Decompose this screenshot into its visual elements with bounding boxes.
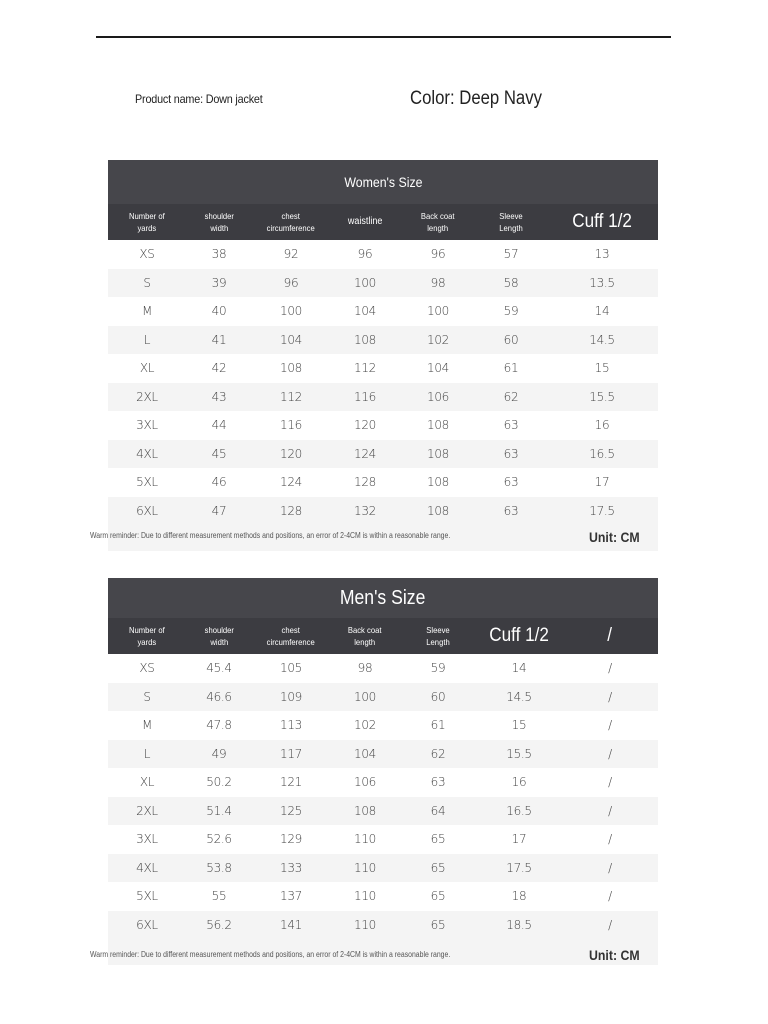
women-table-cell: 132 <box>353 503 376 518</box>
men-table-cell: 49 <box>211 746 227 761</box>
women-table-cell: 17.5 <box>589 503 615 518</box>
men-table-cell: 63 <box>430 775 446 790</box>
men-table-cell: 110 <box>353 860 376 875</box>
men-table-cell: 65 <box>430 917 446 932</box>
women-table-cell: 124 <box>279 475 302 490</box>
men-table-cell: 18 <box>511 889 527 904</box>
men-table-cell: XS <box>139 661 155 676</box>
women-table-cell: 63 <box>503 475 519 490</box>
men-table-cell: 15.5 <box>506 746 532 761</box>
men-unit-label: Unit: CM <box>589 947 640 963</box>
women-table-cell: 42 <box>211 361 227 376</box>
women-table-cell: 108 <box>279 361 302 376</box>
men-table-cell: / <box>608 661 612 676</box>
men-table-body <box>108 654 658 939</box>
men-table-cell: 60 <box>430 689 446 704</box>
women-table-title: Women's Size <box>108 160 658 204</box>
men-table-cell: 64 <box>430 803 446 818</box>
women-column-header: Cuff 1/2 <box>572 211 632 232</box>
women-table-row <box>108 326 658 355</box>
men-table-cell: 6XL <box>136 917 158 932</box>
men-table-cell: 102 <box>353 718 376 733</box>
women-column-header: shoulder width <box>204 211 234 233</box>
women-table-cell: S <box>143 275 151 290</box>
women-table-cell: 104 <box>426 361 449 376</box>
men-table-cell: 141 <box>279 917 302 932</box>
men-table-cell: 104 <box>353 746 376 761</box>
men-table-cell: M <box>141 718 153 733</box>
women-table-row <box>108 411 658 440</box>
women-table-cell: 108 <box>426 418 449 433</box>
men-table-cell: / <box>608 775 612 790</box>
men-table-row <box>108 740 658 769</box>
men-table-row <box>108 768 658 797</box>
women-table-cell: 96 <box>357 247 373 262</box>
men-table-cell: 109 <box>279 689 302 704</box>
women-table-cell: XS <box>139 247 155 262</box>
men-table-cell: / <box>608 889 612 904</box>
men-table-cell: 61 <box>430 718 446 733</box>
women-table-cell: 6XL <box>136 503 158 518</box>
women-table-cell: M <box>141 304 153 319</box>
men-column-header: Sleeve Length <box>426 625 450 647</box>
women-table-cell: 60 <box>503 332 519 347</box>
women-table-cell: 59 <box>503 304 519 319</box>
women-table-cell: 2XL <box>136 389 158 404</box>
women-table-cell: 14.5 <box>589 332 615 347</box>
men-table-cell: 110 <box>353 832 376 847</box>
men-table-cell: 110 <box>353 917 376 932</box>
women-table-cell: 41 <box>211 332 227 347</box>
men-table-cell: / <box>608 860 612 875</box>
women-table-row <box>108 497 658 526</box>
men-size-table <box>108 578 658 965</box>
women-table-cell: 120 <box>279 446 302 461</box>
women-table-row <box>108 240 658 269</box>
women-table-cell: 63 <box>503 446 519 461</box>
men-table-cell: 47.8 <box>206 718 232 733</box>
women-table-cell: 16 <box>594 418 610 433</box>
women-table-cell: 112 <box>279 389 302 404</box>
women-table-cell: 57 <box>503 247 519 262</box>
women-table-cell: 15.5 <box>589 389 615 404</box>
men-table-cell: L <box>143 746 151 761</box>
men-column-header: Back coat length <box>348 625 382 647</box>
women-table-header <box>108 204 658 240</box>
men-table-cell: 15 <box>511 718 527 733</box>
men-table-cell: 45.4 <box>206 661 232 676</box>
women-column-header: Back coat length <box>421 211 455 233</box>
women-column-header: Sleeve Length <box>499 211 523 233</box>
men-table-row <box>108 797 658 826</box>
women-table-cell: 100 <box>279 304 302 319</box>
men-table-cell: 129 <box>279 832 302 847</box>
men-table-cell: 121 <box>279 775 302 790</box>
men-table-cell: 125 <box>279 803 302 818</box>
women-table-cell: 3XL <box>136 418 158 433</box>
women-table-cell: 46 <box>211 475 227 490</box>
men-table-cell: 65 <box>430 860 446 875</box>
women-table-cell: 108 <box>353 332 376 347</box>
women-table-row <box>108 354 658 383</box>
men-table-cell: 98 <box>357 661 373 676</box>
men-column-header: / <box>607 625 613 646</box>
men-table-cell: 100 <box>353 689 376 704</box>
women-table-cell: 112 <box>353 361 376 376</box>
women-table-cell: 128 <box>353 475 376 490</box>
men-table-cell: / <box>608 689 612 704</box>
women-table-cell: 45 <box>211 446 227 461</box>
men-table-cell: 46.6 <box>206 689 232 704</box>
men-table-cell: 108 <box>353 803 376 818</box>
men-column-header: Cuff 1/2 <box>489 625 549 646</box>
women-table-cell: 63 <box>503 503 519 518</box>
men-table-row <box>108 825 658 854</box>
men-table-cell: 53.8 <box>206 860 232 875</box>
men-table-cell: 50.2 <box>206 775 232 790</box>
men-table-cell: 5XL <box>136 889 158 904</box>
women-table-row <box>108 468 658 497</box>
men-table-cell: 16.5 <box>506 803 532 818</box>
men-table-cell: 3XL <box>136 832 158 847</box>
women-table-row <box>108 383 658 412</box>
women-table-cell: 106 <box>426 389 449 404</box>
product-name: Product name: Down jacket <box>135 92 263 106</box>
women-table-row <box>108 269 658 298</box>
men-table-cell: 106 <box>353 775 376 790</box>
women-table-cell: 63 <box>503 418 519 433</box>
men-table-cell: / <box>608 746 612 761</box>
men-table-cell: 17 <box>511 832 527 847</box>
women-column-header: Number of yards <box>129 211 165 233</box>
women-table-cell: 104 <box>353 304 376 319</box>
men-table-cell: / <box>608 917 612 932</box>
women-table-cell: L <box>143 332 151 347</box>
product-color: Color: Deep Navy <box>410 88 542 109</box>
women-table-cell: 39 <box>211 275 227 290</box>
women-table-cell: 15 <box>594 361 610 376</box>
women-table-cell: 47 <box>211 503 227 518</box>
top-divider <box>96 36 671 38</box>
women-column-header: chest circumference <box>266 211 316 233</box>
men-table-cell: 14.5 <box>506 689 532 704</box>
men-column-header: shoulder width <box>204 625 234 647</box>
men-column-header: chest circumference <box>266 625 316 647</box>
women-table-cell: 108 <box>426 475 449 490</box>
women-table-cell: 100 <box>426 304 449 319</box>
men-table-cell: 51.4 <box>206 803 232 818</box>
women-table-cell: 5XL <box>136 475 158 490</box>
men-table-row <box>108 882 658 911</box>
women-table-cell: 108 <box>426 446 449 461</box>
women-table-cell: 58 <box>503 275 519 290</box>
men-table-cell: 52.6 <box>206 832 232 847</box>
women-table-cell: 13 <box>594 247 610 262</box>
women-table-cell: 40 <box>211 304 227 319</box>
women-table-row <box>108 297 658 326</box>
women-unit-label: Unit: CM <box>589 529 640 545</box>
men-table-cell: 17.5 <box>506 860 532 875</box>
women-size-table <box>108 160 658 551</box>
women-table-cell: XL <box>139 361 155 376</box>
women-table-cell: 116 <box>279 418 302 433</box>
women-table-cell: 102 <box>426 332 449 347</box>
men-table-cell: / <box>608 718 612 733</box>
women-warm-reminder: Warm reminder: Due to different measurement methods and positions, an error of 2-4CM is within a reasonable range. <box>90 531 451 540</box>
men-column-header: Number of yards <box>129 625 165 647</box>
women-table-cell: 124 <box>353 446 376 461</box>
men-table-cell: 16 <box>511 775 527 790</box>
women-table-cell: 16.5 <box>589 446 615 461</box>
women-table-cell: 96 <box>430 247 446 262</box>
men-warm-reminder: Warm reminder: Due to different measurement methods and positions, an error of 2-4CM is within a reasonable range. <box>90 950 451 959</box>
men-table-cell: 105 <box>279 661 302 676</box>
men-table-title: Men's Size <box>108 578 658 618</box>
women-table-cell: 62 <box>503 389 519 404</box>
men-table-cell: S <box>143 689 151 704</box>
women-table-row <box>108 440 658 469</box>
women-table-body <box>108 240 658 525</box>
women-table-cell: 98 <box>430 275 446 290</box>
men-table-row <box>108 683 658 712</box>
women-table-cell: 4XL <box>136 446 158 461</box>
men-table-cell: 137 <box>279 889 302 904</box>
men-table-cell: 4XL <box>136 860 158 875</box>
men-table-cell: 59 <box>430 661 446 676</box>
men-table-cell: 133 <box>279 860 302 875</box>
women-table-cell: 128 <box>279 503 302 518</box>
women-table-cell: 108 <box>426 503 449 518</box>
women-column-header: waistline <box>347 216 383 227</box>
men-table-cell: 110 <box>353 889 376 904</box>
men-table-row <box>108 854 658 883</box>
women-table-cell: 44 <box>211 418 227 433</box>
men-table-cell: 55 <box>211 889 227 904</box>
women-table-cell: 13.5 <box>589 275 615 290</box>
men-table-cell: / <box>608 803 612 818</box>
men-table-cell: 56.2 <box>206 917 232 932</box>
women-table-cell: 96 <box>283 275 299 290</box>
men-table-row <box>108 911 658 940</box>
women-table-cell: 100 <box>353 275 376 290</box>
men-table-row <box>108 654 658 683</box>
men-table-cell: 18.5 <box>506 917 532 932</box>
men-table-cell: / <box>608 832 612 847</box>
men-table-cell: 65 <box>430 832 446 847</box>
men-table-cell: 14 <box>511 661 527 676</box>
men-table-cell: 113 <box>279 718 302 733</box>
men-table-header <box>108 618 658 654</box>
women-table-cell: 116 <box>353 389 376 404</box>
women-table-cell: 104 <box>279 332 302 347</box>
women-table-cell: 120 <box>353 418 376 433</box>
women-table-cell: 38 <box>211 247 227 262</box>
men-table-cell: XL <box>139 775 155 790</box>
men-table-cell: 65 <box>430 889 446 904</box>
men-table-row <box>108 711 658 740</box>
women-table-cell: 14 <box>594 304 610 319</box>
women-table-cell: 92 <box>283 247 299 262</box>
women-table-cell: 61 <box>503 361 519 376</box>
men-table-cell: 117 <box>279 746 302 761</box>
women-table-cell: 17 <box>594 475 610 490</box>
women-table-cell: 43 <box>211 389 227 404</box>
men-table-cell: 62 <box>430 746 446 761</box>
men-table-cell: 2XL <box>136 803 158 818</box>
